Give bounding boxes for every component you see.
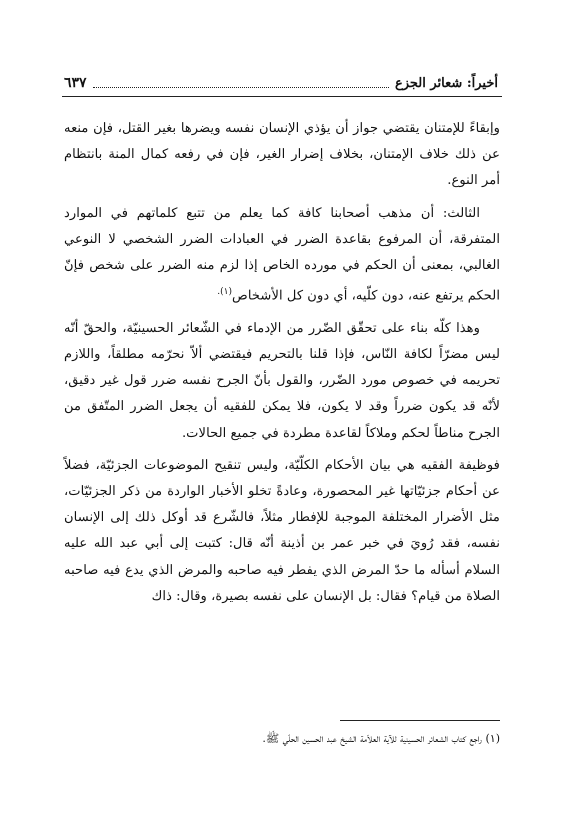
body-text: [64, 116, 500, 610]
line-9: ليس مضرّاً لكافة النّاس، فإذا قلنا بالتحريم فيقتضي ألاّ نحرّمه مطلقاً، واللازم: [64, 347, 500, 363]
footnote: (١) راجع كتاب الشعائر الحسينية للآية العلاّمة الشيخ عبد الحسين الحلّي ﷺ.: [262, 732, 500, 745]
line-6: الغالبي، بمعنى أن الحكم في مورده الخاص إذا لزم منه الضرر على شخص فإنّ: [64, 258, 500, 274]
paragraph-4: [64, 453, 500, 610]
line-18: صاحبه الصلاة من قيام؟ فقال: بل الإنسان على نفسه بصيرة، وقال: ذاك: [64, 562, 500, 604]
footnote-rule: [340, 720, 500, 721]
line-2: منعه عن ذلك خلاف الإمتنان، بخلاف إضرار الغير، فإن في رفعه كمال المنة: [64, 121, 500, 163]
paragraph-1: [64, 116, 500, 195]
line-13: فوظيفة الفقيه هي بيان الأحكام الكلّيّة، وليس تنقيح الموضوعات الجزئيّة،: [95, 457, 500, 473]
line-4: الثالث: أن مذهب أصحابنا كافة كما يعلم من تتبع كلماتهم في الموارد: [64, 205, 480, 221]
running-head: [64, 72, 498, 94]
line-11: لأنّه قد يكون ضرراً وقد لا يكون، فلا يمكن للفقيه أن يجعل الضرر المتّفق من: [64, 399, 500, 415]
line-10: تحريمه في خصوص مورد الضّرر، والقول بأنّ الجرح نفسه ضرر قول غير دقيق،: [64, 373, 500, 389]
line-3: بانتظام أمر النوع.: [64, 147, 500, 189]
running-title: أخيراً: شعائر الجزع: [394, 75, 498, 91]
line-5: المتفرقة، أن المرفوع بقاعدة الضرر في العبادات الضرر الشخصي لا النوعي: [64, 231, 500, 247]
header-rule: [62, 96, 502, 97]
line-14: فضلاً عن أحكام جزئيّاتها غير المحصورة، وعادةً تخلو الأخبار الواردة من ذكر: [64, 457, 500, 500]
line-12: الجرح مناطاً لحكم وملاكاً لقاعدة مطردة في جميع الحالات.: [181, 425, 500, 441]
line-7: الحكم يرتفع عنه، دون كلّيه، أي دون كل الأشخاص: [231, 288, 500, 304]
paragraph-2: [64, 201, 500, 310]
page-number: ٦٣٧: [64, 75, 87, 91]
paragraph-3: [64, 316, 500, 447]
line-17: الله عليه السلام أسأله ما حدّ المرض الذي يفطر فيه صاحبه والمرض الذي يدع فيه: [64, 536, 500, 578]
line-1: وإبقاءً للإمتنان يقتضي جواز أن يؤذي الإنسان نفسه ويضرها بغير القتل، فإن: [93, 121, 500, 136]
line-8: وهذا كلّه بناء على تحقّق الضّرر من الإدماء في الشّعائر الحسينيّة، والحقّ أنّه: [64, 320, 480, 336]
line-15: الجزئيّات، مثل الأضرار المختلفة الموجبة للإفطار مثلاً، فالشّرع قد أوكل ذلك: [64, 484, 500, 526]
header-dotted-leader: [93, 86, 389, 88]
footnote-marker: (١).: [217, 287, 232, 298]
line-16: إلى الإنسان نفسه، فقد رُويَ في خبر عمر بن أذينة أنّه قال: كتبت إلى أبي عبد: [64, 510, 500, 552]
